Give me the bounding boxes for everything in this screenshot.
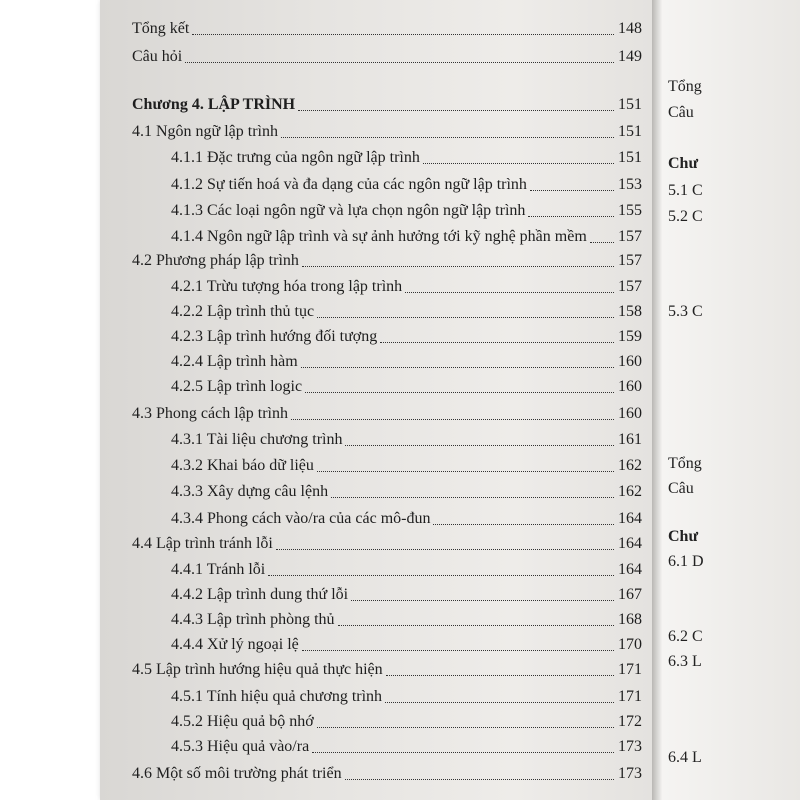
leader-dots xyxy=(528,216,614,217)
toc-subsection xyxy=(100,584,652,606)
toc-label: 4.3.4 Phong cách vào/ra của các mô-đun xyxy=(171,510,431,527)
leader-dots xyxy=(301,367,614,368)
toc-section xyxy=(100,533,652,555)
toc-subsection xyxy=(100,276,652,298)
right-page-entry: 6.4 L xyxy=(668,749,702,766)
toc-page-number: 151 xyxy=(618,123,642,140)
toc-label: Chương 4. LẬP TRÌNH xyxy=(132,96,296,113)
leader-dots xyxy=(385,702,614,703)
toc-label: 4.1.4 Ngôn ngữ lập trình và sự ảnh hưởng tới kỹ nghệ phần mềm xyxy=(171,228,587,245)
toc-section xyxy=(100,250,652,272)
toc-page-number: 164 xyxy=(618,535,642,552)
toc-page-number: 162 xyxy=(618,457,642,474)
leader-dots xyxy=(405,292,614,293)
right-page-entry: 6.2 C xyxy=(668,628,703,645)
leader-dots xyxy=(302,650,614,651)
toc-page-number: 159 xyxy=(618,328,642,345)
toc-subsection xyxy=(100,174,652,196)
toc-section xyxy=(100,659,652,681)
toc-label: 4.6 Một số môi trường phát triển xyxy=(132,765,342,782)
toc-label: 4.4.1 Tránh lỗi xyxy=(171,561,266,578)
toc-label: 4.1 Ngôn ngữ lập trình xyxy=(132,123,278,140)
toc-label: Tổng kết xyxy=(132,20,190,37)
toc-label: 4.4 Lập trình tránh lỗi xyxy=(132,535,273,552)
toc-page-number: 162 xyxy=(618,483,642,500)
leader-dots xyxy=(423,163,614,164)
toc-label: 4.1.1 Đặc trưng của ngôn ngữ lập trình xyxy=(171,149,420,166)
right-page-entry: Chư xyxy=(668,528,699,545)
toc-subsection xyxy=(100,226,652,248)
toc-page-number: 160 xyxy=(618,378,642,395)
toc-page-number: 170 xyxy=(618,636,642,653)
toc-label: 4.2.3 Lập trình hướng đối tượng xyxy=(171,328,378,345)
toc-label: 4.2.1 Trừu tượng hóa trong lập trình xyxy=(171,278,403,295)
toc-page-number: 148 xyxy=(618,20,642,37)
book-gutter xyxy=(652,0,662,800)
right-page-entry: 5.3 C xyxy=(668,303,703,320)
right-page-entry: Câu xyxy=(668,104,694,121)
toc-page-number: 160 xyxy=(618,353,642,370)
toc-page-number: 151 xyxy=(618,96,642,113)
toc-label: 4.3 Phong cách lập trình xyxy=(132,405,288,422)
toc-label: 4.3.3 Xây dựng câu lệnh xyxy=(171,483,329,500)
leader-dots xyxy=(433,524,614,525)
toc-label: 4.5.2 Hiệu quả bộ nhớ xyxy=(171,713,314,730)
right-page-entry: 6.3 L xyxy=(668,653,702,670)
leader-dots xyxy=(298,110,614,111)
leader-dots xyxy=(317,471,614,472)
toc-section xyxy=(100,763,652,785)
toc-label: 4.4.3 Lập trình phòng thủ xyxy=(171,611,335,628)
toc-subsection xyxy=(100,301,652,323)
toc-page-number: 155 xyxy=(618,202,642,219)
leader-dots xyxy=(345,779,614,780)
toc-label: 4.2.2 Lập trình thủ tục xyxy=(171,303,315,320)
book-page-right xyxy=(662,0,800,800)
leader-dots xyxy=(351,600,614,601)
toc-page-number: 171 xyxy=(618,688,642,705)
toc-subsection xyxy=(100,508,652,530)
toc-label: 4.3.2 Khai báo dữ liệu xyxy=(171,457,314,474)
toc-label: 4.5 Lập trình hướng hiệu quả thực hiện xyxy=(132,661,383,678)
toc-subsection xyxy=(100,455,652,477)
toc-label: 4.2.4 Lập trình hàm xyxy=(171,353,298,370)
leader-dots xyxy=(185,62,614,63)
toc-page-number: 161 xyxy=(618,431,642,448)
toc-subsection xyxy=(100,559,652,581)
toc-label: 4.1.3 Các loại ngôn ngữ và lựa chọn ngôn ngữ lập trình xyxy=(171,202,526,219)
toc-label: 4.5.3 Hiệu quả vào/ra xyxy=(171,738,310,755)
right-page-entry: Câu xyxy=(668,480,694,497)
toc-page-number: 157 xyxy=(618,228,642,245)
toc-label: 4.3.1 Tài liệu chương trình xyxy=(171,431,343,448)
toc-subsection xyxy=(100,147,652,169)
right-page-entry: Chư xyxy=(668,155,699,172)
leader-dots xyxy=(305,392,614,393)
toc-subsection xyxy=(100,736,652,758)
right-page-entry: 6.1 D xyxy=(668,553,704,570)
toc-subsection xyxy=(100,351,652,373)
toc-subsection xyxy=(100,609,652,631)
toc-label: 4.2.5 Lập trình logic xyxy=(171,378,303,395)
toc-subsection xyxy=(100,326,652,348)
toc-page-number: 151 xyxy=(618,149,642,166)
toc-label: Câu hỏi xyxy=(132,48,183,65)
toc-page-number: 167 xyxy=(618,586,642,603)
toc-subsection xyxy=(100,429,652,451)
chapter-heading xyxy=(100,94,652,116)
toc-section xyxy=(100,121,652,143)
toc-section xyxy=(100,46,652,68)
leader-dots xyxy=(530,190,614,191)
leader-dots xyxy=(291,419,614,420)
right-page-entry: Tổng xyxy=(668,78,702,95)
toc-page-number: 149 xyxy=(618,48,642,65)
toc-page-number: 171 xyxy=(618,661,642,678)
toc-page-number: 172 xyxy=(618,713,642,730)
leader-dots xyxy=(302,266,614,267)
toc-label: 4.2 Phương pháp lập trình xyxy=(132,252,299,269)
leader-dots xyxy=(268,575,614,576)
leader-dots xyxy=(317,317,614,318)
book-page-left xyxy=(100,0,652,800)
leader-dots xyxy=(192,34,614,35)
toc-label: 4.4.2 Lập trình dung thứ lỗi xyxy=(171,586,349,603)
toc-page-number: 153 xyxy=(618,176,642,193)
toc-section xyxy=(100,403,652,425)
toc-label: 4.4.4 Xử lý ngoại lệ xyxy=(171,636,299,653)
leader-dots xyxy=(312,752,614,753)
toc-page-number: 173 xyxy=(618,765,642,782)
leader-dots xyxy=(276,549,614,550)
leader-dots xyxy=(386,675,614,676)
toc-subsection xyxy=(100,686,652,708)
toc-page-number: 168 xyxy=(618,611,642,628)
leader-dots xyxy=(338,625,614,626)
leader-dots xyxy=(331,497,614,498)
leader-dots xyxy=(345,445,614,446)
toc-subsection xyxy=(100,376,652,398)
toc-page-number: 173 xyxy=(618,738,642,755)
toc-page-number: 164 xyxy=(618,510,642,527)
right-page-entry: 5.2 C xyxy=(668,208,703,225)
toc-label: 4.5.1 Tính hiệu quả chương trình xyxy=(171,688,383,705)
leader-dots xyxy=(281,137,614,138)
toc-subsection xyxy=(100,481,652,503)
right-page-entry: 5.1 C xyxy=(668,182,703,199)
toc-page-number: 157 xyxy=(618,278,642,295)
leader-dots xyxy=(590,242,614,243)
toc-page-number: 164 xyxy=(618,561,642,578)
right-page-entry: Tổng xyxy=(668,455,702,472)
toc-page-number: 160 xyxy=(618,405,642,422)
toc-subsection xyxy=(100,711,652,733)
toc-page-number: 157 xyxy=(618,252,642,269)
toc-subsection xyxy=(100,634,652,656)
toc-label: 4.1.2 Sự tiến hoá và đa dạng của các ngôn ngữ lập trình xyxy=(171,176,527,193)
toc-subsection xyxy=(100,200,652,222)
toc-section xyxy=(100,18,652,40)
leader-dots xyxy=(317,727,614,728)
leader-dots xyxy=(380,342,614,343)
toc-page-number: 158 xyxy=(618,303,642,320)
